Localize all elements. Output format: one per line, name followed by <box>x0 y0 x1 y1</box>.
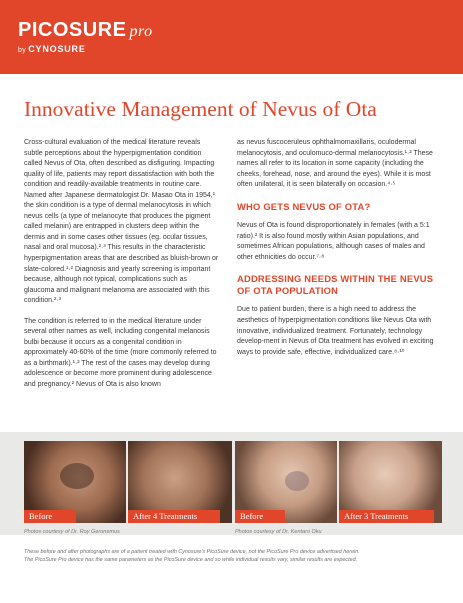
photo-caption: After 3 Treatments <box>339 510 434 523</box>
body-paragraph: Cross-cultural evaluation of the medical literature reveals subtle perceptions about the hyperpigmentation condition called Nevus of Ota, often described as disfiguring. Impacting quality of life, patients may report dissatisfaction with both the condition and readily-available treatments in routine care. Named after Japanese dermatologist Dr. Masao Ota in 1954,¹ the skin condition is a type of dermal melanocytosis in which nevus cells (a type of melanocyte that produces the pigment called melanin) are entrapped in clusters deep within the dermis and in some cases other tissues (eg. ocular tissues, nasal and oral mucosa).²·³ This results in the characteristic hyperpigmentation areas that are described as bluish-brown or slate-colored.¹·² Diagnosis and yearly screening is important because, although not typical, complications such as glaucoma and malignant melanoma are associated with this condition.²·³ <box>24 139 219 305</box>
before-after-photo <box>24 441 126 523</box>
pigment-patch <box>60 463 94 489</box>
header-bar <box>0 0 463 74</box>
photo-caption: Before <box>235 510 285 523</box>
logo-pro: pro <box>129 23 153 40</box>
page-title: Innovative Management of Nevus of Ota <box>24 97 377 121</box>
photo-credit: Photos courtesy of Dr. Roy Geronemus <box>24 529 120 535</box>
section-heading: WHO GETS NEVUS OF OTA? <box>237 200 371 212</box>
logo-by: by <box>18 47 26 54</box>
disclaimer-line: The PicoSure Pro device has the same parameters as the PicoSure device and so while individual results vary, similar results are expected. <box>24 557 358 564</box>
before-after-photo <box>235 441 337 523</box>
disclaimer-line: These before and after photographs are of a patient treated with Cynosure's PicoSure device, not the PicoSure Pro device advertised herein. <box>24 549 360 555</box>
picosure-pro-logo <box>18 20 153 55</box>
body-paragraph: Nevus of Ota is found disproportionately in females (with a 5:1 ratio).² It is also found mostly within Asian populations, and sometimes African populations, although cases of males and other ethnicities do occur.⁷·⁸ <box>237 222 430 261</box>
photo-caption: After 4 Treatments <box>128 510 220 523</box>
photo-caption: Before <box>24 510 76 523</box>
logo-company: CYNOSURE <box>28 44 86 54</box>
logo-brand: PICOSURE <box>18 19 127 41</box>
body-paragraph: Due to patient burden, there is a high need to address the aesthetics of hyperpigmentation conditions like Nevus Ota with innovative, individualized treatment. Fortunately, technology develop-ment in Nevus of Ota treatment has evolved in exciting ways to provide safe, effective, individualized care.⁸·¹⁰ <box>237 306 434 356</box>
photo-credit: Photos courtesy of Dr. Kentaro Oku <box>235 529 322 535</box>
before-after-photo <box>339 441 442 523</box>
before-after-photo <box>128 441 232 523</box>
left-column <box>24 138 219 401</box>
pigment-patch <box>285 471 309 491</box>
body-paragraph: The condition is referred to in the medical literature under several other names as well, including congenital melanosis bulbi because it occurs as a congenital condition in approximately 40-60% of the time (more commonly referred to as a birthmark).¹·² The rest of the cases may develop during adolescence or become more prominent during adolescence and pregnancy.² Nevus of Ota is also known <box>24 317 217 389</box>
logo-wordmark <box>18 20 153 42</box>
disclaimer <box>24 548 442 565</box>
section-heading: ADDRESSING NEEDS WITHIN THE NEVUS OF OTA POPULATION <box>237 273 434 296</box>
logo-byline <box>18 45 153 55</box>
right-column <box>237 138 437 368</box>
body-paragraph: as nevus fuscoceruleus ophthalmomaxillaris, oculodermal melanocytosis, and oculomuco-dermal melanocytosis.¹·² These names all refer to its location in some capacity (including the cheeks, forehead, nose, and around the eyes). While it is most often unilateral, it is seen bilaterally on occasion.⁴·⁵ <box>237 139 433 189</box>
